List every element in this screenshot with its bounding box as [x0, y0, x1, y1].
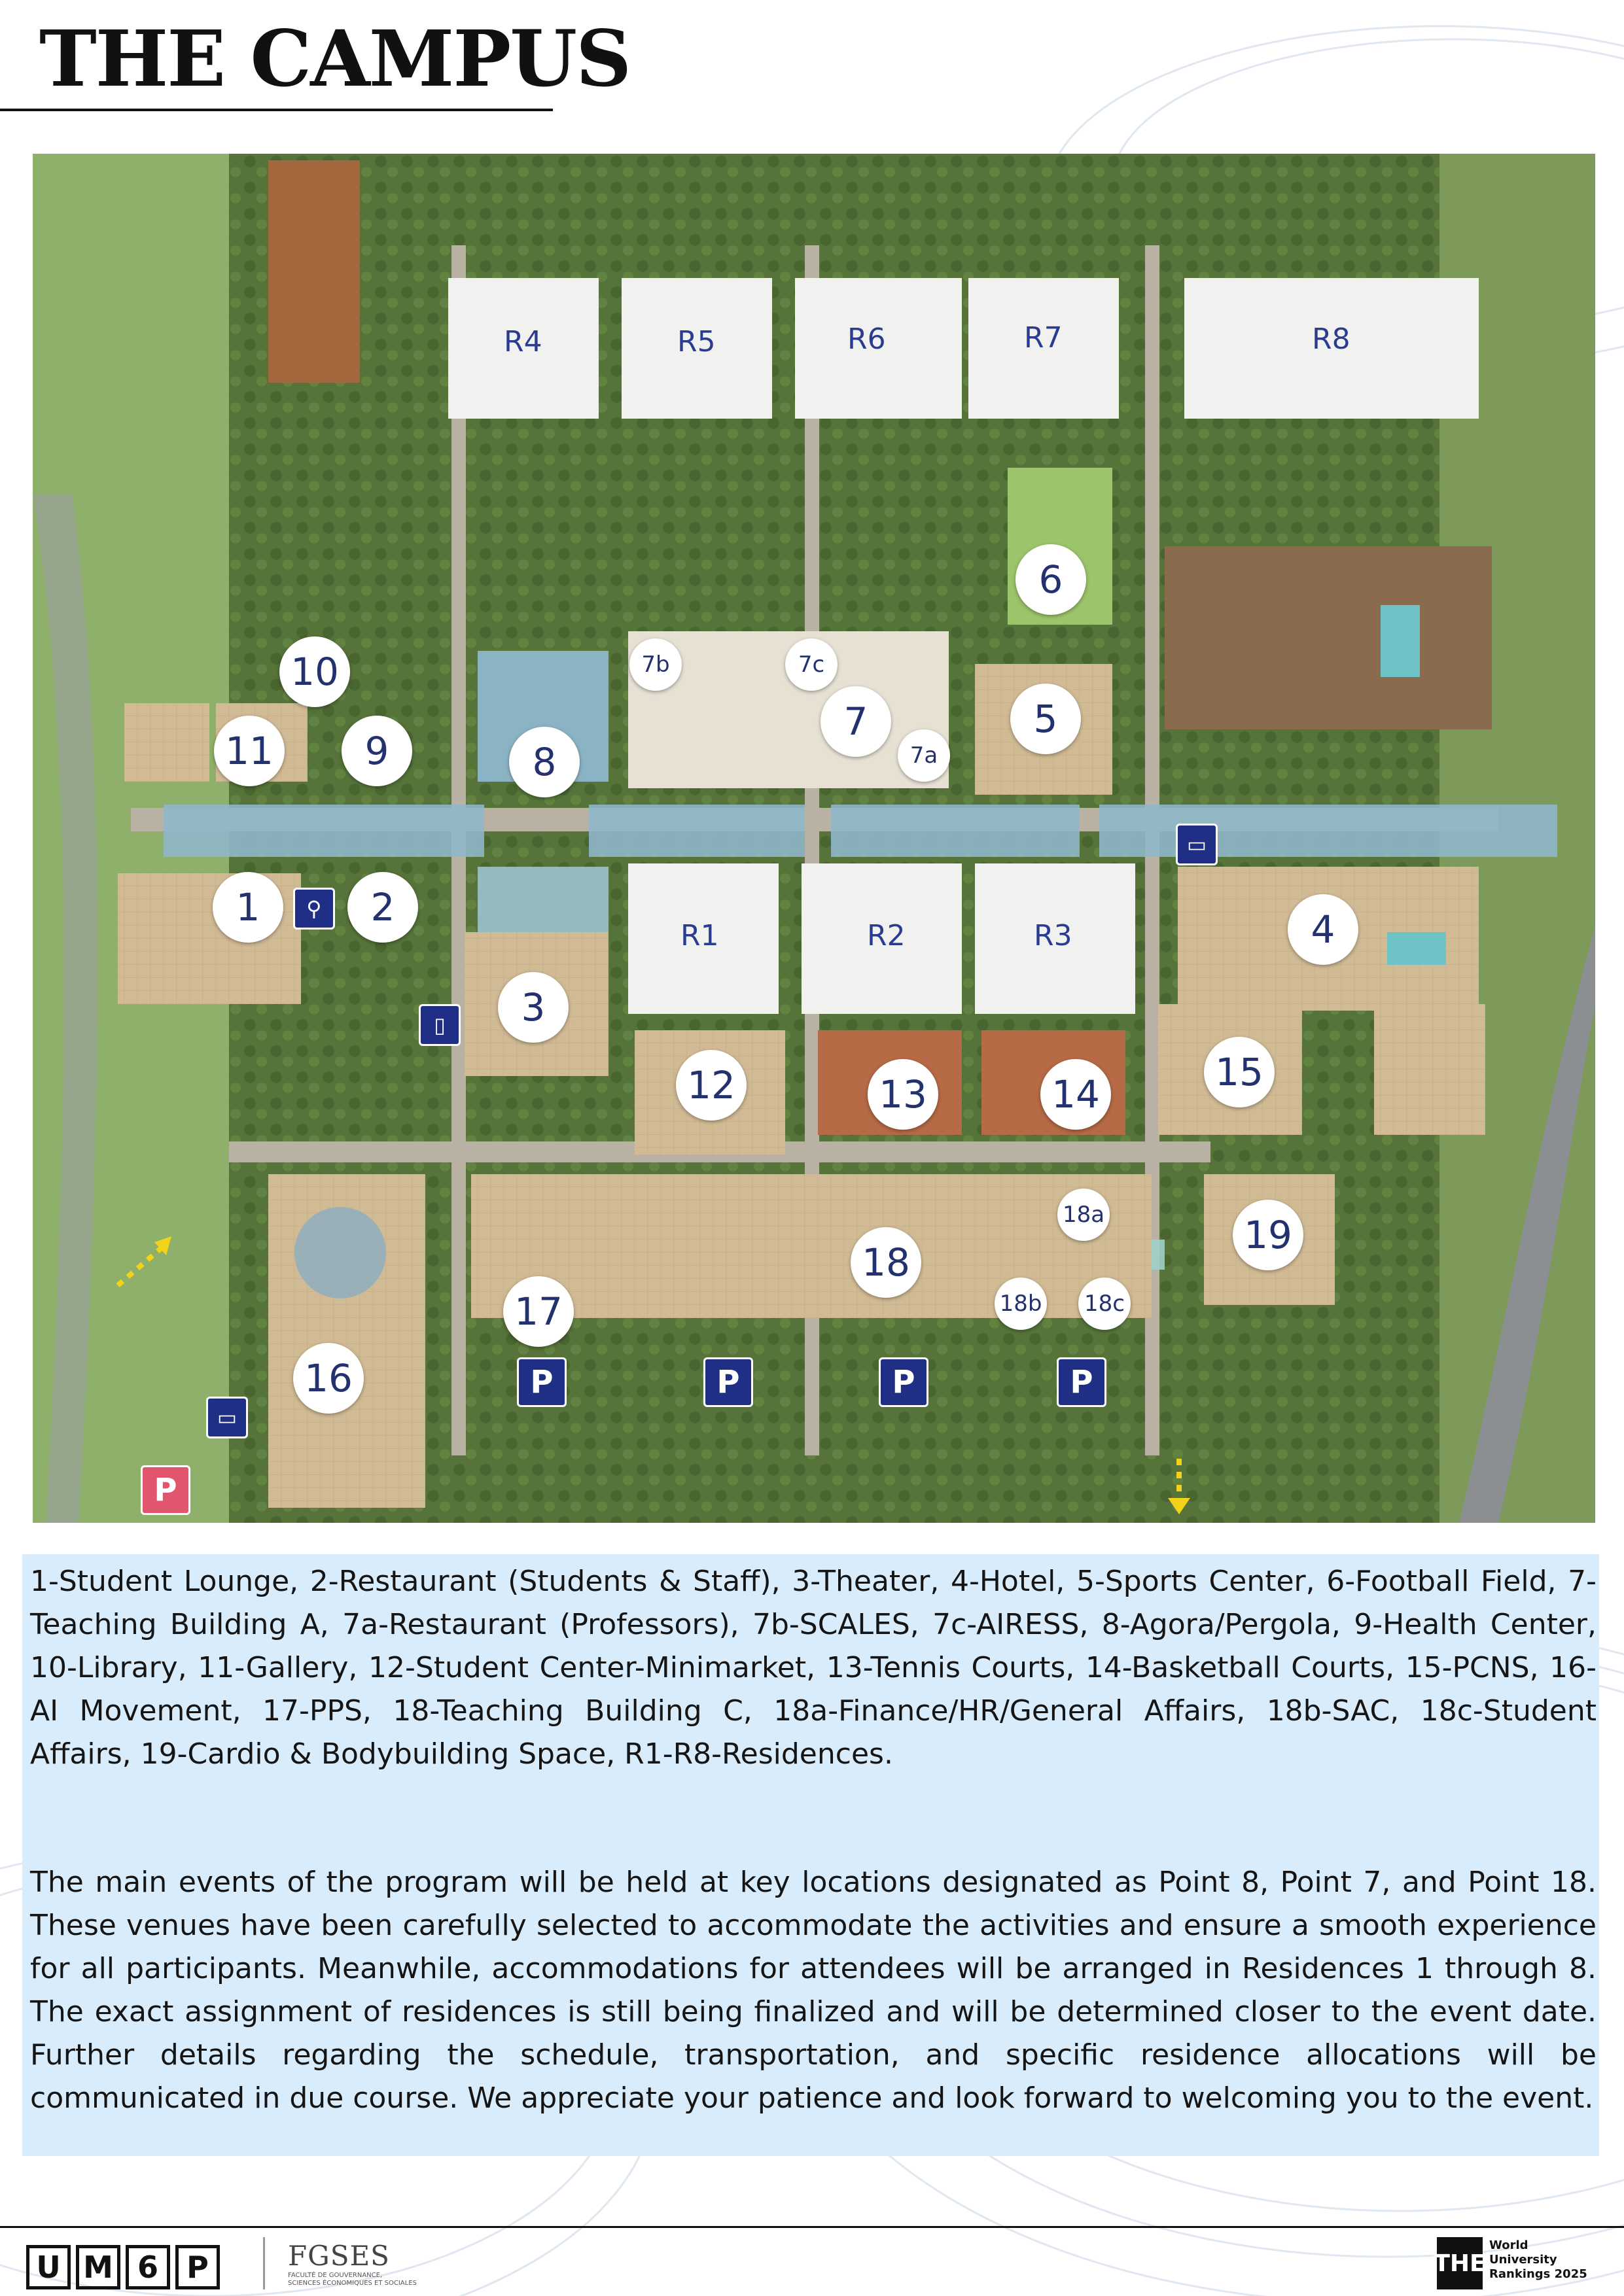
map-marker-3[interactable]: 3: [498, 972, 569, 1043]
um6p-letter: P: [175, 2245, 220, 2289]
title-underline: [0, 109, 553, 111]
the-rankings-text: [1489, 2238, 1587, 2282]
map-marker-8[interactable]: 8: [509, 727, 580, 797]
map-marker-9[interactable]: 9: [342, 716, 412, 786]
map-marker-2[interactable]: 2: [347, 872, 418, 943]
bus-stop-icon: ▭: [206, 1397, 248, 1438]
residence-label: R1: [680, 919, 719, 952]
arrowhead-icon: [1168, 1498, 1190, 1514]
residence-label: R6: [847, 322, 886, 356]
map-marker-16[interactable]: 16: [293, 1343, 364, 1414]
page-title: THE CAMPUS: [39, 13, 631, 104]
campus-map: [33, 154, 1595, 1523]
the-text-line: University: [1489, 2253, 1557, 2267]
map-marker-5[interactable]: 5: [1010, 684, 1081, 754]
map-marker-18c[interactable]: 18c: [1078, 1278, 1131, 1330]
entrance-arrows: [33, 154, 1595, 1523]
residence-label: R5: [677, 325, 716, 358]
map-marker-15[interactable]: 15: [1204, 1037, 1275, 1107]
map-marker-13[interactable]: 13: [868, 1059, 938, 1130]
residence-label: R7: [1024, 321, 1063, 355]
map-marker-18a[interactable]: 18a: [1057, 1189, 1110, 1241]
map-marker-14[interactable]: 14: [1040, 1059, 1111, 1130]
the-text-line: Rankings 2025: [1489, 2267, 1587, 2281]
shuttle-bus-icon: ▭: [1176, 824, 1218, 865]
fgses-subtitle: FACULTÉ DE GOUVERNANCE,: [288, 2272, 383, 2279]
footer-divider: [0, 2226, 1624, 2228]
residence-label: R3: [1034, 919, 1072, 952]
map-marker-7c[interactable]: 7c: [785, 638, 838, 691]
residence-label: R8: [1312, 322, 1350, 356]
map-marker-11[interactable]: 11: [214, 716, 285, 786]
shuttle-bus-icon: ▯: [419, 1004, 461, 1046]
map-marker-7b[interactable]: 7b: [629, 638, 682, 691]
map-marker-12[interactable]: 12: [676, 1050, 747, 1121]
parking-icon: P: [703, 1357, 753, 1407]
fgses-subtitle: SCIENCES ÉCONOMIQUES ET SOCIALES: [288, 2280, 417, 2287]
um6p-letter: M: [76, 2245, 120, 2289]
parking-icon: P: [879, 1357, 928, 1407]
map-marker-7a[interactable]: 7a: [898, 729, 950, 782]
um6p-letter: U: [26, 2245, 71, 2289]
map-marker-18[interactable]: 18: [851, 1227, 921, 1298]
arrowhead-icon: [154, 1236, 171, 1255]
map-marker-10[interactable]: 10: [279, 636, 350, 707]
map-marker-7[interactable]: 7: [821, 686, 891, 757]
um6p-logo: [26, 2245, 220, 2289]
residence-label: R4: [504, 325, 542, 358]
the-logo: THE: [1437, 2237, 1483, 2289]
parking-icon: P: [1057, 1357, 1106, 1407]
entrance-arrow-icon: [118, 1246, 164, 1285]
map-marker-19[interactable]: 19: [1233, 1200, 1303, 1270]
residence-label: R2: [867, 919, 906, 952]
footer-logo-separator: [263, 2237, 265, 2289]
the-text-line: World: [1489, 2238, 1528, 2252]
event-note: The main events of the program will be held at key locations designated as Point 8, Point 7, and Point 18. These venues have been carefully selected to accommodate the activities and ensure a smooth experience for all participants. Meanwhile, accommodations for attendees will be arranged in Residences 1 through 8. The exact assignment of residences is still being finalized and will be determined closer to the event date. Further details regarding the schedule, transportation, and specific residence allocations will be communicated in due course. We appreciate your patience and look forward to welcoming you to the event.: [30, 1866, 1597, 2115]
restroom-icon: ⚲: [293, 888, 335, 930]
um6p-letter: 6: [126, 2245, 170, 2289]
parking-icon: P: [517, 1357, 567, 1407]
legend-text: 1-Student Lounge, 2-Restaurant (Students & Staff), 3-Theater, 4-Hotel, 5-Sports Center, 6-Football Field, 7-Teaching Building A, 7a-Restaurant (Professors), 7b-SCALES, 7c-AIRESS, 8-Agora/Pergola, 9-Health Center, 10-Library, 11-Gallery, 12-Student Center-Minimarket, 13-Tennis Courts, 14-Basketball Courts, 15-PCNS, 16-AI Movement, 17-PPS, 18-Teaching Building C, 18a-Finance/HR/General Affairs, 18b-SAC, 18c-Student Affairs, 19-Cardio & Bodybuilding Space, R1-R8-Residences.: [30, 1565, 1597, 1771]
map-marker-6[interactable]: 6: [1015, 544, 1086, 615]
map-marker-4[interactable]: 4: [1288, 894, 1358, 965]
parking-icon: P: [141, 1465, 190, 1515]
fgses-logo: [288, 2240, 417, 2287]
map-marker-18b[interactable]: 18b: [995, 1278, 1047, 1330]
map-marker-1[interactable]: 1: [213, 872, 283, 943]
map-marker-17[interactable]: 17: [503, 1276, 574, 1347]
fgses-name: FGSES: [288, 2240, 390, 2272]
